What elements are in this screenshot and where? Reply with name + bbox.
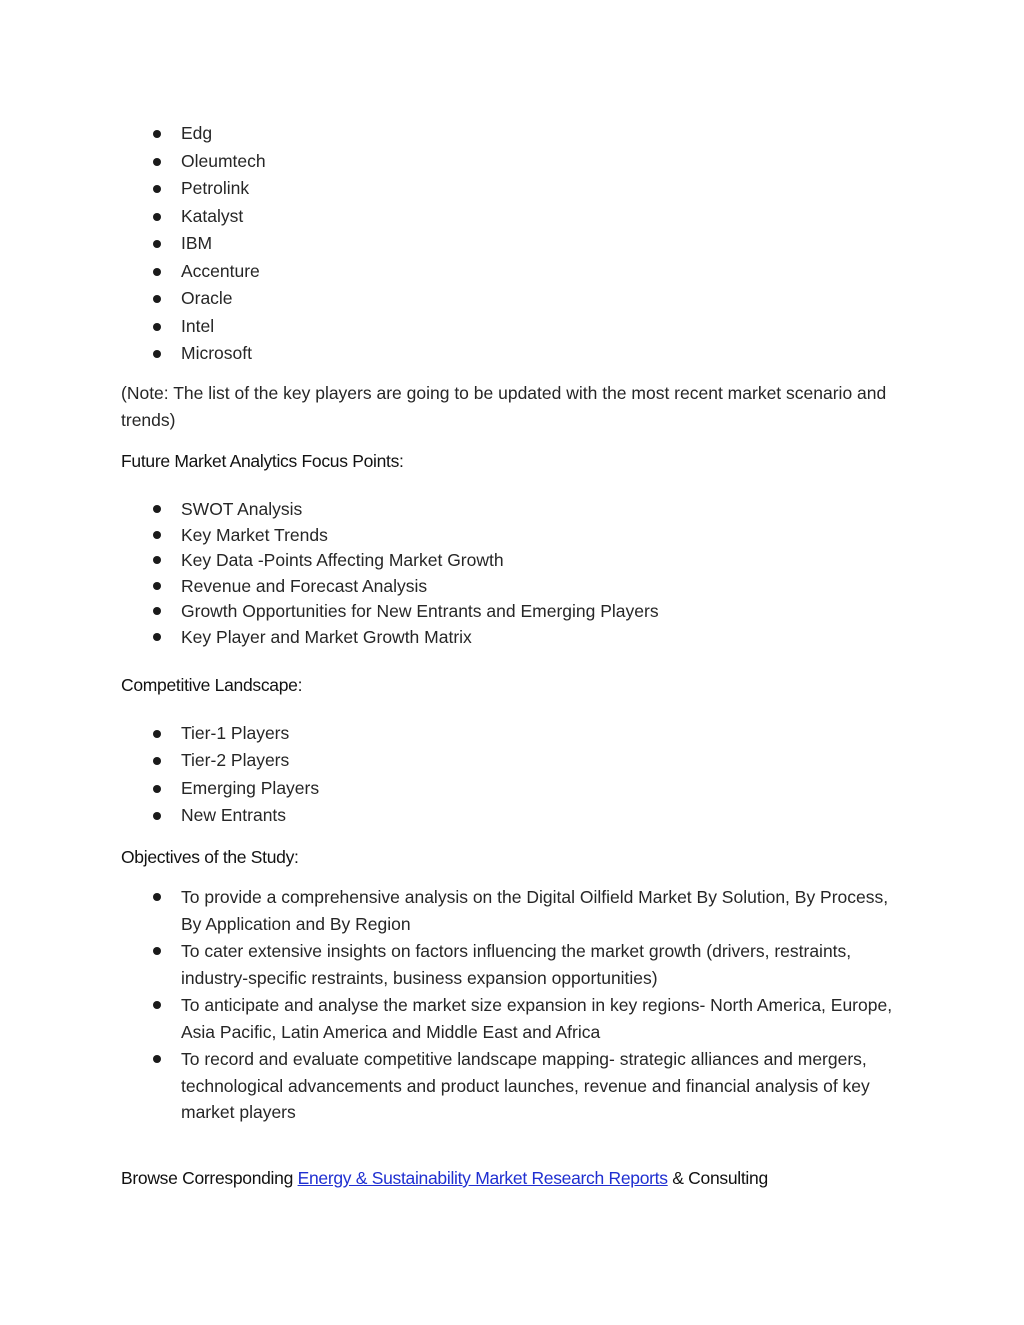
list-item: To provide a comprehensive analysis on the Digital Oilfield Market By Solution, By Process, By Application and By Region <box>121 884 911 937</box>
list-item: Key Market Trends <box>121 523 911 549</box>
list-item: New Entrants <box>121 803 911 830</box>
bullet-icon <box>153 893 161 901</box>
bullet-icon <box>153 130 161 138</box>
competitive-landscape-heading: Competitive Landscape: <box>121 675 303 695</box>
bullet-icon <box>153 607 161 615</box>
bullet-icon <box>153 730 161 738</box>
bullet-icon <box>153 785 161 793</box>
list-item: Petrolink <box>121 176 911 204</box>
list-item: Tier-2 Players <box>121 748 911 775</box>
list-item: Oleumtech <box>121 149 911 177</box>
browse-suffix: & Consulting <box>667 1168 768 1188</box>
bullet-icon <box>153 556 161 564</box>
bullet-icon <box>153 505 161 513</box>
list-item: Key Data -Points Affecting Market Growth <box>121 548 911 574</box>
list-item: Key Player and Market Growth Matrix <box>121 625 911 651</box>
browse-line <box>121 1166 768 1190</box>
bullet-icon <box>153 295 161 303</box>
bullet-icon <box>153 323 161 331</box>
focus-points-list <box>121 497 911 651</box>
browse-prefix: Browse Corresponding <box>121 1168 298 1188</box>
bullet-icon <box>153 158 161 166</box>
note-paragraph: (Note: The list of the key players are going to be updated with the most recent market scenario and trends) <box>121 383 887 430</box>
list-item: SWOT Analysis <box>121 497 911 523</box>
list-item: Katalyst <box>121 204 911 232</box>
bullet-icon <box>153 350 161 358</box>
bullet-icon <box>153 633 161 641</box>
focus-points-heading: Future Market Analytics Focus Points: <box>121 451 404 471</box>
bullet-icon <box>153 240 161 248</box>
bullet-icon <box>153 582 161 590</box>
list-item: Oracle <box>121 286 911 314</box>
list-item: Accenture <box>121 259 911 287</box>
key-players-list <box>121 121 911 369</box>
list-item: Growth Opportunities for New Entrants and Emerging Players <box>121 599 911 625</box>
list-item: Emerging Players <box>121 776 911 803</box>
list-item: IBM <box>121 231 911 259</box>
bullet-icon <box>153 1055 161 1063</box>
list-item: Intel <box>121 314 911 342</box>
competitive-landscape-list <box>121 721 911 831</box>
bullet-icon <box>153 268 161 276</box>
bullet-icon <box>153 213 161 221</box>
list-item: To record and evaluate competitive landscape mapping- strategic alliances and mergers, technological advancements and product launches, revenue and financial analysis of key market players <box>121 1046 911 1126</box>
energy-sustainability-reports-link[interactable]: Energy & Sustainability Market Research Reports <box>297 1168 668 1188</box>
list-item: Microsoft <box>121 341 911 369</box>
bullet-icon <box>153 185 161 193</box>
bullet-icon <box>153 947 161 955</box>
objectives-list <box>121 884 911 1127</box>
bullet-icon <box>153 757 161 765</box>
list-item: Revenue and Forecast Analysis <box>121 574 911 600</box>
list-item: Tier-1 Players <box>121 721 911 748</box>
objectives-heading: Objectives of the Study: <box>121 847 299 867</box>
list-item: To anticipate and analyse the market size expansion in key regions- North America, Europe, Asia Pacific, Latin America and Middle East and Africa <box>121 992 911 1045</box>
bullet-icon <box>153 1001 161 1009</box>
bullet-icon <box>153 531 161 539</box>
list-item: Edg <box>121 121 911 149</box>
bullet-icon <box>153 812 161 820</box>
list-item: To cater extensive insights on factors influencing the market growth (drivers, restraints, industry-specific restraints, business expansion opportunities) <box>121 938 911 991</box>
